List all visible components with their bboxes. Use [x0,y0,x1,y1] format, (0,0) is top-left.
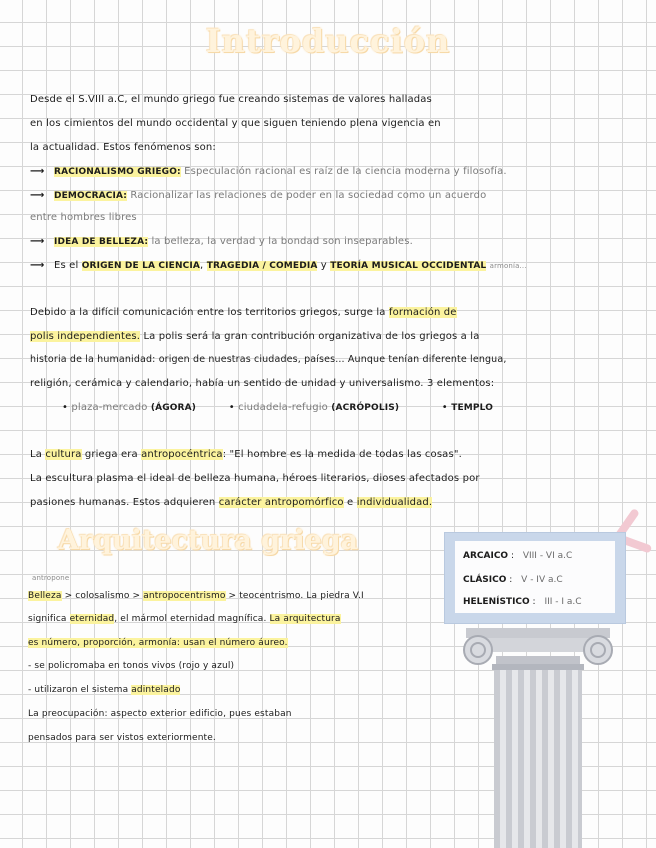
era-range: V - IV a.C [521,575,563,585]
bullet-key: RACIONALISMO GRIEGO: [54,167,181,177]
bullet-and: y [320,260,327,271]
cultura-highlight: antropocéntrica [141,449,223,460]
bullet-dot: • [62,402,69,413]
cultura-line-3 [30,496,432,510]
era-range: VIII - VI a.C [522,551,573,561]
polis-text: La polis será la gran contribución organizativa de los griegos a la [143,331,480,342]
arq-highlight: Belleza [28,591,62,601]
cultura-highlight: carácter antropomórfico [218,497,344,508]
era-name: ARCAICO [463,551,509,561]
polis-elements [62,401,493,415]
element-name: plaza-mercado [71,402,148,413]
era-row: HELENÍSTICO : III - I a.C [463,597,582,607]
arq-line-4: - se policromaba en tonos vivos (rojo y azul) [28,661,235,671]
eras-box [444,532,626,624]
element-key: TEMPLO [451,403,494,413]
bullet-dot: • [441,402,448,413]
intro-line-3: la actualidad. Estos fenómenos son: [30,142,216,153]
arq-highlight: es número, proporción, armonía: usan el número áureo. [28,638,288,648]
bullet-key: IDEA DE BELLEZA: [54,237,149,247]
arq-line-5 [28,683,180,697]
era-name: CLÁSICO [463,575,507,585]
cultura-highlight: individualidad. [356,497,433,508]
cultura-text: La [30,449,42,460]
bullet-pre: Es el [54,260,79,271]
element-key: (ACRÓPOLIS) [331,403,400,413]
polis-line-4: religión, cerámica y calendario, había un sentido de unidad y universalismo. 3 elementos: [30,378,495,389]
arrow-icon: ⟶ [30,190,45,201]
era-range: III - I a.C [544,597,582,607]
element-name: ciudadela-refugio [238,402,328,413]
cultura-text: pasiones humanas. Estos adquieren [30,497,216,508]
bullet-text: Racionalizar las relaciones de poder en la sociedad como un acuerdo [130,190,487,201]
bullet-racionalismo [30,165,507,179]
bullet-text: la belleza, la verdad y la bondad son inseparables. [151,236,413,247]
arrow-icon: ⟶ [30,166,45,177]
ionic-column-icon [456,626,620,848]
section-title: Arquitectura griega [58,525,359,556]
cultura-text: e [347,497,354,508]
element-key: (ÁGORA) [150,403,197,413]
era-row: CLÁSICO : V - IV a.C [463,575,563,585]
intro-line-1: Desde el S.VIII a.C, el mundo griego fue creando sistemas de valores halladas [30,94,432,105]
era-row: ARCAICO : VIII - VI a.C [463,551,573,561]
bullet-dot: • [228,402,235,413]
polis-line-3: historia de la humanidad: origen de nuestras ciudades, países... Aunque tenían diferente lengua, [30,354,507,365]
bullet-democracia-cont: entre hombres libres [30,212,137,223]
arq-line-2 [28,612,341,626]
margin-note: antropone [32,574,70,582]
bullet-tail: armonía... [489,262,527,270]
arq-text: significa [28,614,67,624]
polis-highlight: formación de [388,307,457,318]
arq-highlight: antropocentrismo [143,591,226,601]
bullet-text: Especulación racional es raíz de la ciencia moderna y filosofía. [184,166,507,177]
cultura-highlight: cultura [45,449,82,460]
bullet-belleza [30,235,413,249]
arq-line-1 [28,589,364,603]
bullet-key: TEORÍA MUSICAL OCCIDENTAL [330,261,487,271]
polis-line-1 [30,306,457,320]
arq-line-3 [28,636,288,650]
arq-line-6: La preocupación: aspecto exterior edificio, pues estaban [28,709,292,719]
era-name: HELENÍSTICO [463,597,530,607]
bullet-democracia [30,189,486,203]
arq-highlight: adintelado [131,685,181,695]
bullet-key: ORIGEN DE LA CIENCIA [81,261,201,271]
cultura-text: griega era [84,449,138,460]
polis-text: Debido a la difícil comunicación entre los territorios griegos, surge la [30,307,386,318]
intro-line-2: en los cimientos del mundo occidental y que siguen teniendo plena vigencia en [30,118,441,129]
arrow-icon: ⟶ [30,236,45,247]
cultura-line-2: La escultura plasma el ideal de belleza humana, héroes literarios, dioses afectados por [30,473,480,484]
cultura-line-1 [30,448,462,462]
polis-line-2 [30,330,479,344]
bullet-origen: ⟶ Es el ORIGEN DE LA CIENCIA, TRAGEDIA / COMEDIA y TEORÍA MUSICAL OCCIDENTAL armonía... [30,260,527,271]
arq-line-7: pensados para ser vistos exteriormente. [28,733,216,743]
arrow-icon: ⟶ [30,260,45,271]
bullet-key: DEMOCRACIA: [54,191,128,201]
arq-text: - utilizaron el sistema [28,685,129,695]
arq-text: , el mármol eternidad magnífica. [114,614,267,624]
arq-text: > colosalismo > [64,591,141,601]
arq-text: > teocentrismo. La piedra V.I [228,591,364,601]
cultura-text: : "El hombre es la medida de todas las cosas". [222,449,462,460]
arq-highlight: La arquitectura [269,614,341,624]
bullet-key: TRAGEDIA / COMEDIA [206,261,318,271]
page-title: Introducción [205,22,451,60]
polis-highlight: polis independientes. [30,331,141,342]
arq-highlight: eternidad [69,614,115,624]
